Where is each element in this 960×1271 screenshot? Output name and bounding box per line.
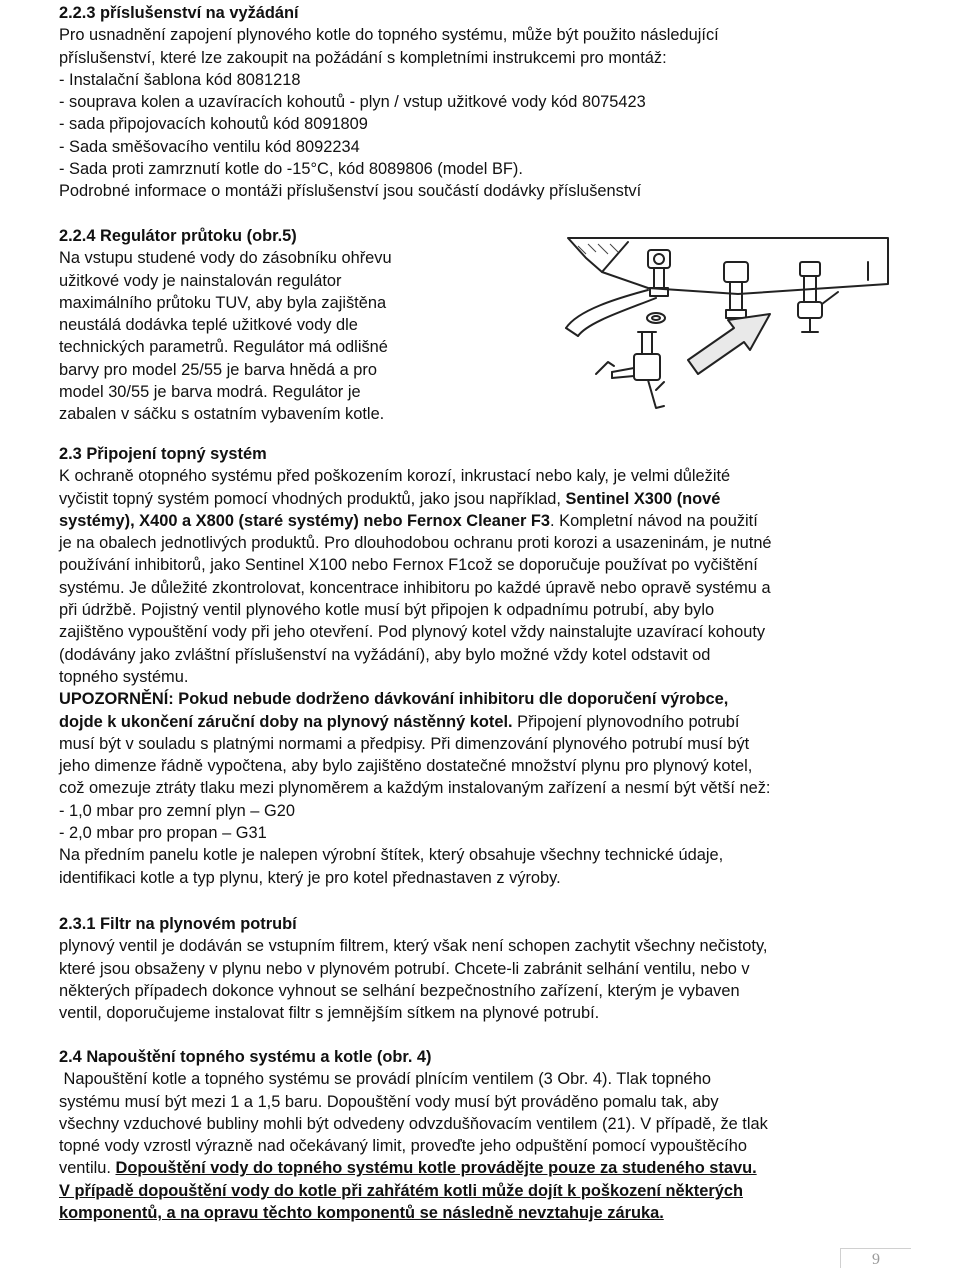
warning-line: UPOZORNĚNÍ: Pokud nebude dodrženo dávkování inhibitoru dle doporučení výrobce, (59, 690, 729, 709)
paragraph-line: používání inhibitorů, jako Sentinel X100 nebo Fernox F1což se doporučuje používat po vyčištění (59, 556, 758, 575)
bold-text: systémy), X400 a X800 (staré systémy) nebo Fernox Cleaner F3 (59, 511, 551, 530)
paragraph-line: což omezuje ztráty tlaku mezi plynoměrem a každým instalovaným zařízení a nesmí být větší než: (59, 779, 771, 798)
paragraph-line: ventil, doporučujeme instalovat filtr s jemnějším sítkem na plynové potrubí. (59, 1004, 600, 1023)
heading-2-4: 2.4 Napouštění topného systému a kotle (obr. 4) (59, 1048, 432, 1066)
list-item: - Instalační šablona kód 8081218 (59, 70, 301, 89)
bold-text: dojde k ukončení záruční doby na plynový nástěnný kotel. (59, 712, 513, 731)
paragraph-line: technických parametrů. Regulátor má odlišné (59, 338, 388, 357)
paragraph-line: identifikaci kotle a typ plynu, který je pro kotel přednastaven z výroby. (59, 868, 561, 887)
paragraph-line: užitkové vody je nainstalován regulátor (59, 271, 342, 290)
paragraph-line: je na obalech jednotlivých produktů. Pro dlouhodobou ochranu proti korozi a usazeninám, je nutné (59, 534, 772, 553)
section-2-3 (59, 443, 772, 889)
section-2-3-1 (59, 913, 767, 1024)
paragraph-line: příslušenství, které lze zakoupit na požádání s kompletními instrukcemi pro montáž: (59, 48, 667, 67)
paragraph-line: jeho dimenze řádně vypočtena, aby bylo zajištěno dostatečné množství plynu pro plynový kotel, (59, 757, 753, 776)
paragraph-line: některých případech dokonce vyhnout se selhání bezpečnostního zařízení, kterým je vybaven (59, 981, 740, 1000)
text-run: vyčistit topný systém pomocí vhodných produktů, jako jsou například, (59, 489, 566, 508)
paragraph-line: topného systému. (59, 667, 189, 686)
warning-line: komponentů, a na opravu těchto komponentů se následně nevztahuje záruka. (59, 1204, 664, 1223)
section-2-4 (59, 1046, 768, 1224)
paragraph-line: maximálního průtoku TUV, aby byla zajištěna (59, 293, 387, 312)
paragraph-line: musí být v souladu s platnými normami a předpisy. Při dimenzování plynového potrubí musí být (59, 734, 750, 753)
list-item: - 2,0 mbar pro propan – G31 (59, 824, 267, 843)
list-item: - Sada směšovacího ventilu kód 8092234 (59, 137, 360, 156)
heading-2-2-4: 2.2.4 Regulátor průtoku (obr.5) (59, 227, 297, 245)
paragraph-line (59, 711, 772, 733)
flow-regulator-illustration (538, 232, 894, 422)
list-item: - souprava kolen a uzavíracích kohoutů - plyn / vstup užitkové vody kód 8075423 (59, 93, 646, 112)
page-number: 9 (840, 1248, 911, 1268)
paragraph-line: systému. Je důležité zkontrolovat, koncentrace inhibitoru po každé úpravě nebo opravě systému a (59, 578, 771, 597)
text-run: . Kompletní návod na použití (550, 511, 758, 530)
bold-underlined-text: Dopouštění vody do topného systému kotle provádějte pouze za studeného stavu. (115, 1159, 757, 1178)
paragraph-line: které jsou obsaženy v plynu nebo v plynovém potrubí. Chcete-li zabránit selhání ventilu, nebo v (59, 959, 750, 978)
text-run: ventilu. (59, 1159, 116, 1178)
paragraph-line: Pro usnadnění zapojení plynového kotle do topného systému, může být použito následující (59, 26, 719, 45)
paragraph-line: při údržbě. Pojistný ventil plynového kotle musí být připojen k odpadnímu potrubí, aby bylo (59, 601, 715, 620)
list-item: - Sada proti zamrznutí kotle do -15°C, kód 8089806 (model BF). (59, 160, 523, 179)
paragraph-line: model 30/55 je barva modrá. Regulátor je (59, 383, 361, 402)
paragraph-line: zabalen v sáčku s ostatním vybavením kotle. (59, 405, 385, 424)
section-2-2-3 (59, 2, 719, 203)
paragraph-line: systému musí být mezi 1 a 1,5 baru. Dopouštění vody musí být prováděno pomalu tak, aby (59, 1092, 719, 1111)
paragraph-line (59, 488, 772, 510)
paragraph-line: Podrobné informace o montáži příslušenství jsou součástí dodávky příslušenství (59, 182, 642, 201)
paragraph-line: barvy pro model 25/55 je barva hnědá a pro (59, 360, 378, 379)
paragraph-line: neustálá dodávka teplé užitkové vody dle (59, 316, 358, 335)
paragraph-line: zajištěno vypouštění vody při jeho otevření. Pod plynový kotel vždy nainstalujte uzavírací kohouty (59, 623, 766, 642)
paragraph-line: K ochraně otopného systému před poškozením korozí, inkrustací nebo kaly, je velmi důležité (59, 467, 731, 486)
bold-text: Sentinel X300 (nové (565, 489, 721, 508)
paragraph-line: Na vstupu studené vody do zásobníku ohřevu (59, 249, 392, 268)
heading-2-3-1: 2.3.1 Filtr na plynovém potrubí (59, 915, 297, 933)
warning-line: V případě dopouštění vody do kotle při zahřátém kotli může dojít k poškození některých (59, 1181, 743, 1200)
paragraph-line: všechny vzduchové bubliny mohli být odvedeny odvzdušňovacím ventilem (21). V případě, že tlak (59, 1114, 768, 1133)
paragraph-line (59, 1157, 768, 1179)
text-run: Připojení plynovodního potrubí (512, 712, 740, 731)
paragraph-line: topné vody vzrostl výrazně nad očekávaný limit, proveďte jeho odpuštění pomocí vypouštěcího (59, 1137, 747, 1156)
section-2-2-4 (59, 225, 459, 426)
list-item: - sada připojovacích kohoutů kód 8091809 (59, 115, 368, 134)
paragraph-line: Na předním panelu kotle je nalepen výrobní štítek, který obsahuje všechny technické údaje, (59, 846, 724, 865)
paragraph-line (59, 510, 772, 532)
heading-2-2-3: 2.2.3 příslušenství na vyžádání (59, 4, 299, 22)
paragraph-line: plynový ventil je dodáván se vstupním filtrem, který však není schopen zachytit všechny nečistoty, (59, 937, 768, 956)
heading-2-3: 2.3 Připojení topný systém (59, 445, 267, 463)
list-item: - 1,0 mbar pro zemní plyn – G20 (59, 801, 295, 820)
paragraph-line: Napouštění kotle a topného systému se provádí plnícím ventilem (3 Obr. 4). Tlak topného (59, 1070, 712, 1089)
paragraph-line: (dodávány jako zvláštní příslušenství na vyžádání), aby bylo možné vždy kotel odstavit od (59, 645, 711, 664)
